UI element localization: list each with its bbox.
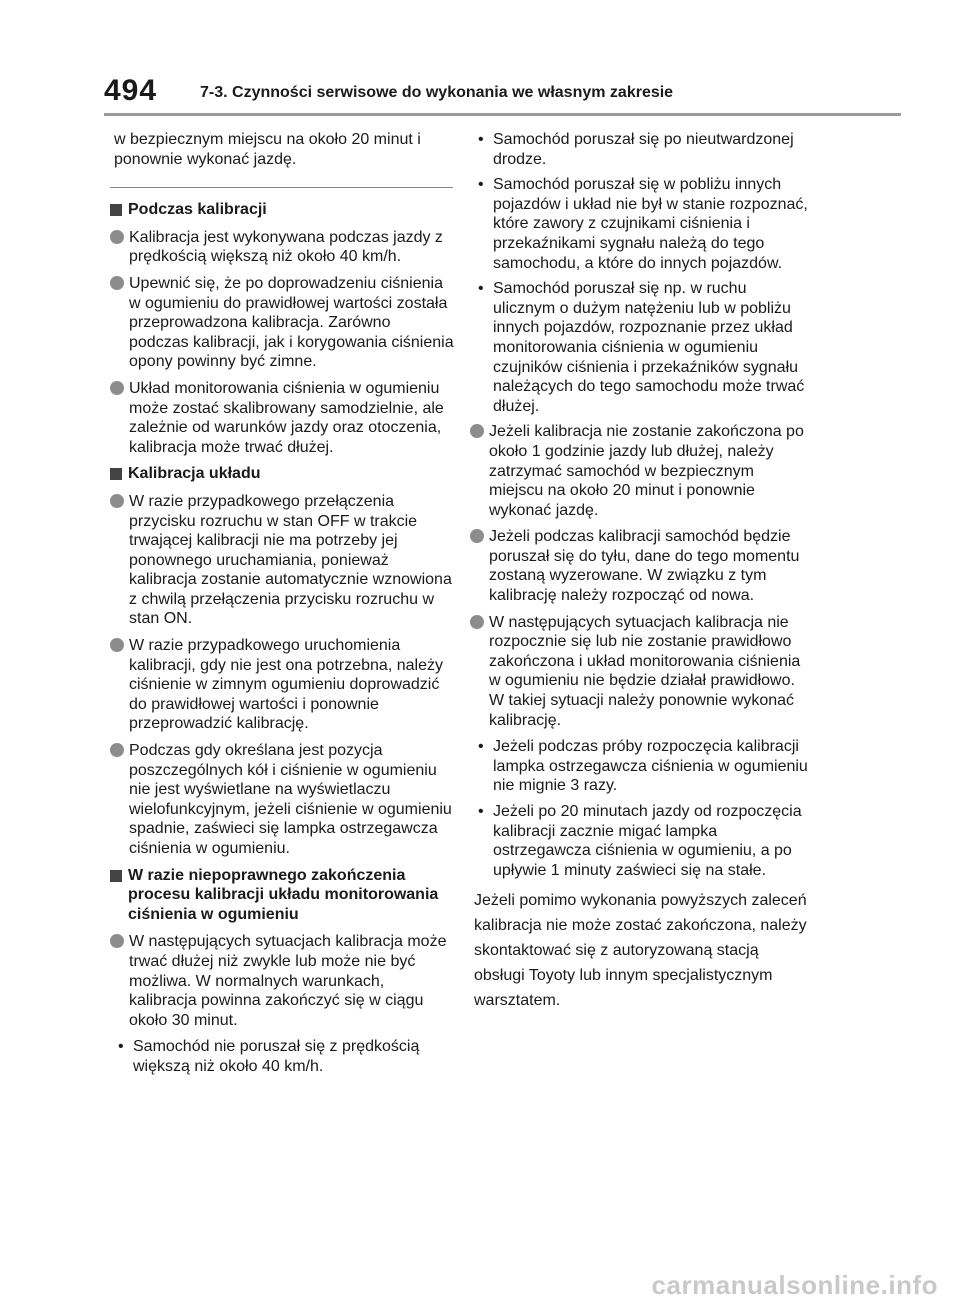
header-divider bbox=[104, 113, 901, 116]
item-text: Kalibracja jest wykonywana podczas jazdy z prędkością większą niż około 40 km/h. bbox=[129, 228, 443, 266]
final-paragraph: Jeżeli pomimo wykonania powyższych zaleceń kalibracja nie może zostać zakończona, należy skontaktować się z autoryzowaną stacją obsługi Toyoty lub innym specjalistycznym warsztatem. bbox=[474, 892, 807, 1010]
page-number: 494 bbox=[104, 74, 158, 107]
bullet-item bbox=[474, 802, 809, 880]
list-item bbox=[110, 741, 454, 859]
heading-text: W razie niepoprawnego zakończenia procesu kalibracji układu monitorowania ciśnienia w ogumieniu bbox=[128, 866, 439, 923]
list-item bbox=[110, 379, 454, 457]
heading-system-calibration bbox=[110, 464, 454, 484]
circle-bullet-icon bbox=[110, 934, 124, 948]
heading-text: Kalibracja układu bbox=[128, 465, 261, 483]
square-bullet-icon bbox=[110, 204, 122, 216]
circle-bullet-icon bbox=[470, 615, 484, 629]
circle-bullet-icon bbox=[470, 424, 484, 438]
bullet-item bbox=[474, 175, 809, 273]
circle-bullet-icon bbox=[110, 381, 124, 395]
bullet-icon: • bbox=[478, 803, 484, 820]
section-divider bbox=[110, 187, 453, 188]
bullet-item bbox=[114, 1037, 454, 1076]
bullet-text: Jeżeli podczas próby rozpoczęcia kalibracji lampka ostrzegawcza ciśnienia w ogumieniu nie mignie 3 razy. bbox=[493, 738, 808, 795]
heading-during-calibration bbox=[110, 200, 454, 220]
bullet-text: Samochód poruszał się w pobliżu innych pojazdów i układ nie był w stanie rozpoznać, które zawory z czujnikami ciśnienia i przekaźnikami sygnału należą do tego samochodu, a które do innych pojazdów. bbox=[493, 176, 808, 272]
bullet-text: Samochód poruszał się np. w ruchu ulicznym o dużym natężeniu lub w pobliżu innych pojazdów, rozpoznanie przez układ monitorowania ciśnienia w ogumieniu czujników ciśnienia i przekaźników sygnału należących do tego samochodu może trwać dłużej. bbox=[493, 280, 805, 415]
circle-bullet-icon bbox=[110, 494, 124, 508]
list-item bbox=[110, 492, 454, 629]
item-text: Podczas gdy określana jest pozycja poszczególnych kół i ciśnienie w ogumieniu nie jest wyświetlane na wyświetlaczu wielofunkcyjnym, jeżeli ciśnienie w ogumieniu spadnie, zaświeci się lampka ostrzegawcza ciśnienia w ogumieniu. bbox=[129, 742, 452, 857]
circle-bullet-icon bbox=[470, 529, 484, 543]
left-column bbox=[114, 130, 454, 1083]
bullet-icon: • bbox=[118, 1038, 124, 1056]
bullet-icon: • bbox=[478, 176, 484, 194]
square-bullet-icon bbox=[110, 870, 122, 882]
list-item bbox=[470, 422, 809, 520]
list-item bbox=[470, 527, 809, 605]
item-text: W razie przypadkowego uruchomienia kalibracji, gdy nie jest ona potrzebna, należy ciśnienie w zimnym ogumieniu doprowadzić do prawidłowej wartości i ponownie przeprowadzić kalibrację. bbox=[129, 637, 443, 733]
bullet-text: Jeżeli po 20 minutach jazdy od rozpoczęcia kalibracji zacznie migać lampka ostrzegawcza ciśnienia w ogumieniu, a po upływie 1 minuty zaświeci się na stałe. bbox=[493, 803, 802, 879]
bullet-text: Samochód nie poruszał się z prędkością większą niż około 40 km/h. bbox=[133, 1038, 420, 1075]
item-text: W razie przypadkowego przełączenia przycisku rozruchu w stan OFF w trakcie trwającej kalibracji nie ma potrzeby jej ponownego uruchamiania, ponieważ kalibracja zostanie automatycznie wznowiona z chwilą przełączenia przycisku rozruchu w stan ON. bbox=[129, 492, 452, 628]
bullet-icon: • bbox=[478, 280, 484, 298]
item-text: Układ monitorowania ciśnienia w ogumieniu może zostać skalibrowany samodzielnie, ale zależnie od warunków jazdy oraz otoczenia, kalibracja może trwać dłużej. bbox=[129, 379, 444, 456]
right-column bbox=[474, 130, 809, 1029]
item-text: Jeżeli podczas kalibracji samochód będzie poruszał się do tyłu, dane do tego momentu zostaną wyzerowane. W związku z tym kalibrację należy rozpocząć od nowa. bbox=[489, 528, 800, 605]
list-item bbox=[470, 613, 809, 731]
circle-bullet-icon bbox=[110, 743, 124, 757]
square-bullet-icon bbox=[110, 468, 122, 480]
continuation-text: w bezpiecznym miejscu na około 20 minut i ponownie wykonać jazdę. bbox=[114, 131, 421, 168]
item-text: Jeżeli kalibracja nie zostanie zakończona po około 1 godzinie jazdy lub dłużej, należy zatrzymać samochód w bezpiecznym miejscu na około 20 minut i ponownie wykonać jazdę. bbox=[489, 423, 804, 519]
watermark: carmanualsonline.info bbox=[651, 1270, 938, 1300]
bullet-item bbox=[474, 279, 809, 416]
list-item bbox=[110, 932, 454, 1030]
circle-bullet-icon bbox=[110, 638, 124, 652]
bullet-item bbox=[474, 737, 809, 796]
section-title: 7-3. Czynności serwisowe do wykonania we własnym zakresie bbox=[200, 84, 674, 101]
list-item bbox=[110, 228, 454, 267]
circle-bullet-icon bbox=[110, 276, 124, 290]
item-text: W następujących sytuacjach kalibracja nie rozpocznie się lub nie zostanie prawidłowo zakończona i układ monitorowania ciśnienia w ogumieniu nie będzie działał prawidłowo. W takiej sytuacji należy ponownie wykonać kalibrację. bbox=[489, 613, 801, 729]
list-item bbox=[110, 636, 454, 734]
bullet-text: Samochód poruszał się po nieutwardzonej drodze. bbox=[493, 131, 794, 168]
heading-incorrect-calibration bbox=[110, 866, 454, 925]
item-text: W następujących sytuacjach kalibracja może trwać dłużej niż zwykle lub może nie być możliwa. W normalnych warunkach, kalibracja powinna zakończyć się w ciągu około 30 minut. bbox=[129, 933, 447, 1029]
bullet-icon: • bbox=[478, 131, 484, 148]
circle-bullet-icon bbox=[110, 230, 124, 244]
list-item bbox=[110, 274, 454, 372]
bullet-icon: • bbox=[478, 738, 484, 756]
bullet-item bbox=[474, 130, 809, 169]
item-text: Upewnić się, że po doprowadzeniu ciśnienia w ogumieniu do prawidłowej wartości została przeprowadzona kalibracja. Zarówno podczas kalibracji, jak i korygowania ciśnienia opony powinny być zimne. bbox=[129, 274, 454, 371]
heading-text: Podczas kalibracji bbox=[128, 201, 267, 219]
